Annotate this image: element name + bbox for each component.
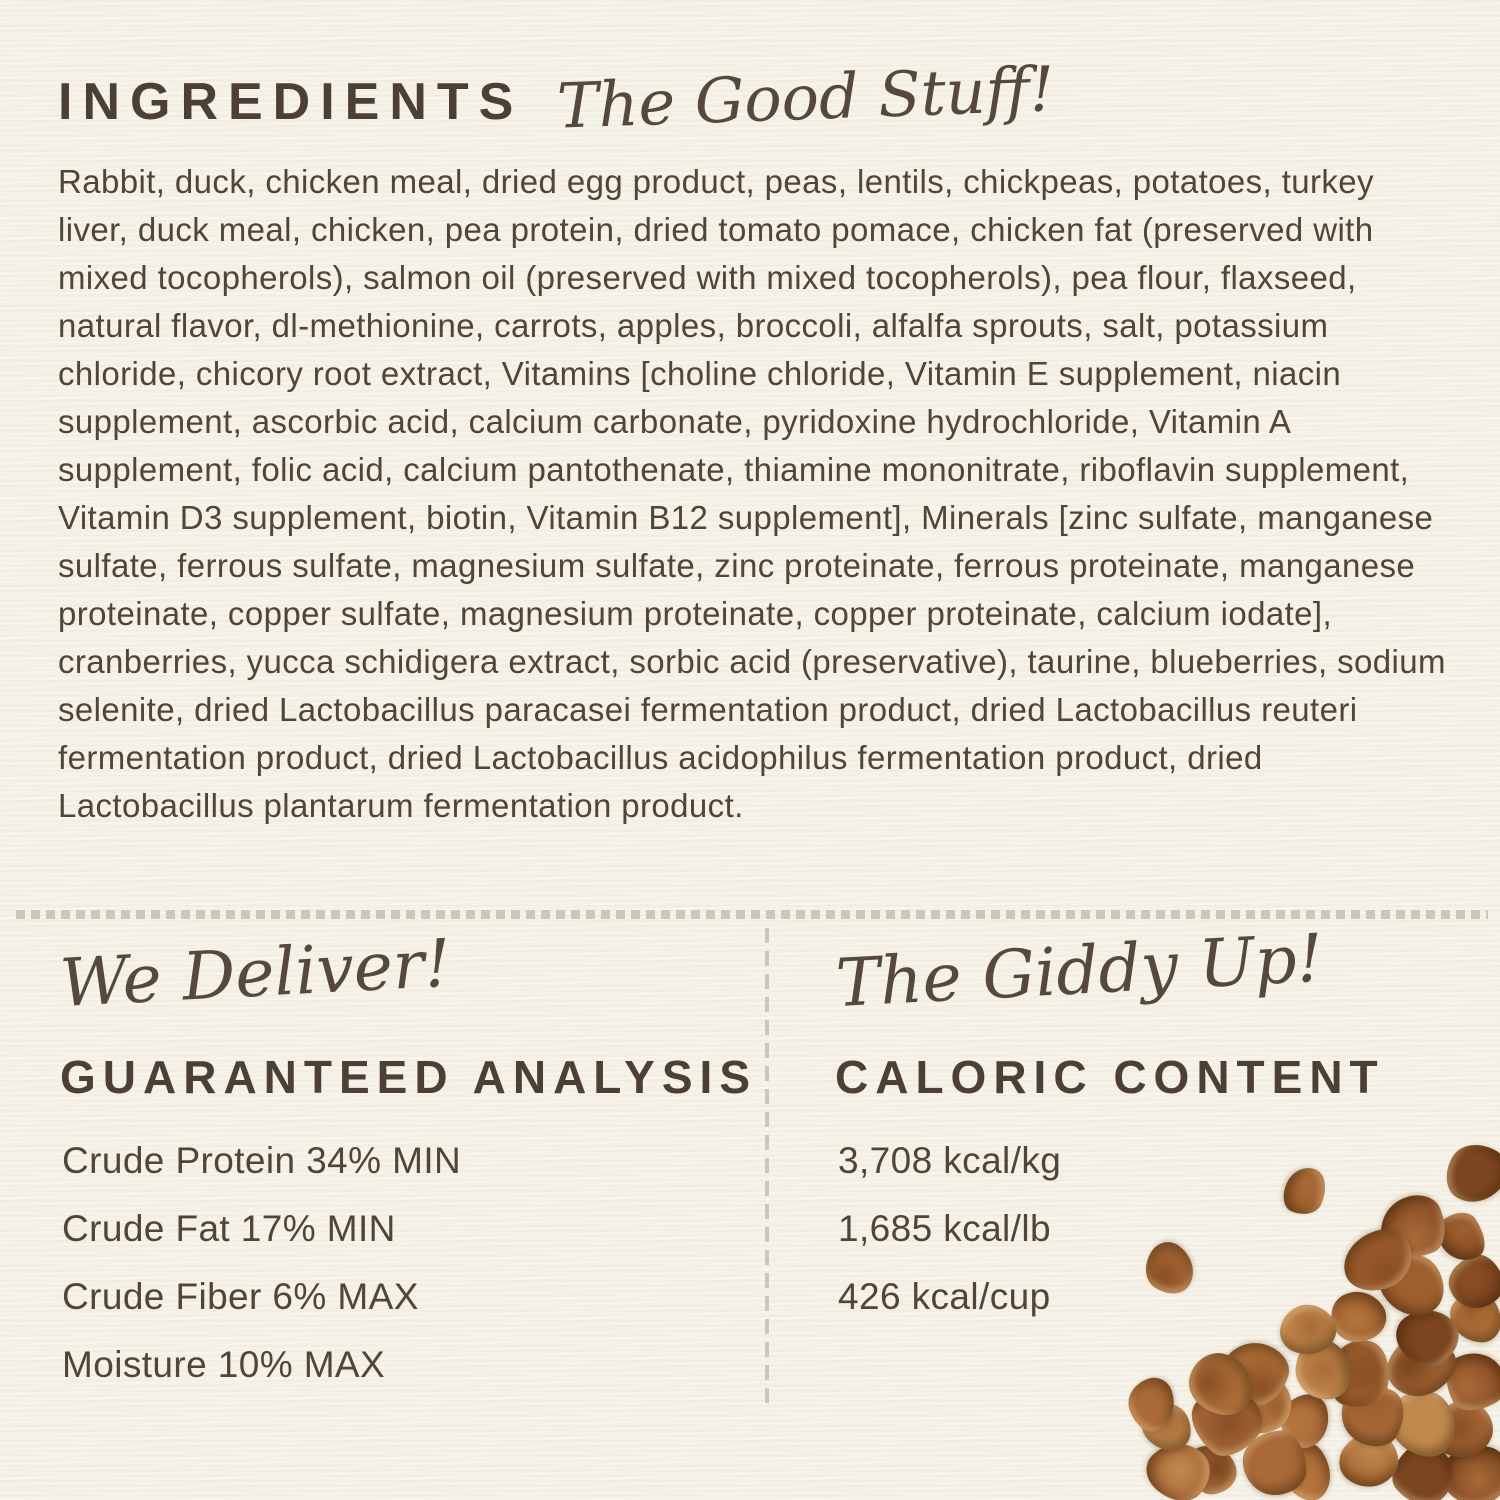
kibble-piece — [1241, 1430, 1307, 1498]
kibble-piece — [1179, 1372, 1274, 1467]
kibble-piece — [1430, 1204, 1493, 1269]
kibble-piece — [1277, 1161, 1333, 1221]
vertical-dashed-divider — [765, 928, 769, 1406]
caloric-content-tagline: The Giddy Up! — [834, 919, 1325, 1022]
kibble-piece — [1322, 1280, 1395, 1352]
kibble-piece — [1213, 1332, 1297, 1412]
kibble-piece — [1330, 1373, 1414, 1456]
kibble-piece — [1137, 1430, 1221, 1500]
kibble-piece — [1227, 1371, 1301, 1442]
kibble-piece — [1183, 1348, 1259, 1421]
kibble-piece — [1139, 1402, 1193, 1453]
kibble-piece — [1122, 1373, 1182, 1437]
ingredients-title: INGREDIENTS — [58, 73, 524, 131]
kibble-piece — [1294, 1339, 1351, 1401]
moisture-row: Moisture 10% MAX — [62, 1344, 386, 1385]
horizontal-dashed-divider — [16, 910, 1488, 919]
kibble-piece — [1336, 1223, 1420, 1299]
kibble-piece — [1271, 1435, 1343, 1500]
kibble-piece — [1136, 1235, 1204, 1303]
kibble-piece — [1435, 1436, 1500, 1500]
crude-fiber-row: Crude Fiber 6% MAX — [62, 1276, 419, 1317]
crude-fat-row: Crude Fat 17% MIN — [62, 1208, 396, 1249]
kibble-piece — [1386, 1388, 1458, 1458]
kibble-piece — [1448, 1292, 1500, 1344]
kibble-piece — [1388, 1297, 1469, 1378]
kibble-piece — [1370, 1187, 1454, 1268]
crude-protein-row: Crude Protein 34% MIN — [62, 1140, 462, 1181]
kibble-piece — [1443, 1250, 1500, 1315]
kibble-piece — [1187, 1443, 1240, 1498]
kibble-piece — [1275, 1390, 1336, 1453]
kcal-per-cup-row: 426 kcal/cup — [838, 1276, 1051, 1317]
guaranteed-analysis-tagline: We Deliver! — [58, 924, 453, 1022]
kibble-piece — [1382, 1433, 1466, 1500]
kibble-piece — [1423, 1390, 1500, 1470]
kibble-piece — [1375, 1321, 1465, 1408]
guaranteed-analysis-title: GUARANTEED ANALYSIS — [60, 1051, 757, 1103]
ingredients-tagline: The Good Stuff! — [556, 52, 1056, 143]
kcal-per-kg-row: 3,708 kcal/kg — [838, 1140, 1062, 1181]
kcal-per-lb-row: 1,685 kcal/lb — [838, 1208, 1051, 1249]
kibble-piece — [1275, 1298, 1342, 1361]
ingredients-list-text: Rabbit, duck, chicken meal, dried egg product, peas, lentils, chickpeas, potatoes, turkey liver, duck meal, chicken, pea protein, dried tomato pomace, chicken fat (preserved with mixed tocopherols), salmon oil (preserved with mixed tocopherols), pea flour, flaxseed, natural flavor, dl-methionine, carrots, apples, broccoli, alfalfa sprouts, salt, potassium chloride, chicory root extract, Vitamins [choline chloride, Vitamin E supplement, niacin supplement, ascorbic acid, calcium carbonate, pyridoxine hydrochloride, Vitamin A supplement, folic acid, calcium pantothenate, thiamine mononitrate, riboflavin supplement, Vitamin D3 supplement, biotin, Vitamin B12 supplement], Minerals [zinc sulfate, manganese sulfate, ferrous sulfate, magnesium sulfate, zinc proteinate, ferrous proteinate, manganese proteinate, copper sulfate, magnesium proteinate, copper proteinate, calcium iodate], cranberries, yucca schidigera extract, sorbic acid (preservative), taurine, blueberries, sodium selenite, dried Lactobacillus paracasei fermentation product, dried Lactobacillus reuteri fermentation product, dried Lactobacillus acidophilus fermentation product, dried Lactobacillus plantarum fermentation product. — [58, 163, 1446, 824]
ingredients-header — [58, 38, 1056, 143]
caloric-content-title: CALORIC CONTENT — [835, 1051, 1385, 1103]
kibble-piece — [1323, 1334, 1396, 1414]
kibble-piece — [1436, 1342, 1500, 1420]
kibble-piece — [1436, 1133, 1500, 1214]
kibble-piece — [1330, 1421, 1409, 1500]
kibble-piece — [1370, 1241, 1455, 1328]
